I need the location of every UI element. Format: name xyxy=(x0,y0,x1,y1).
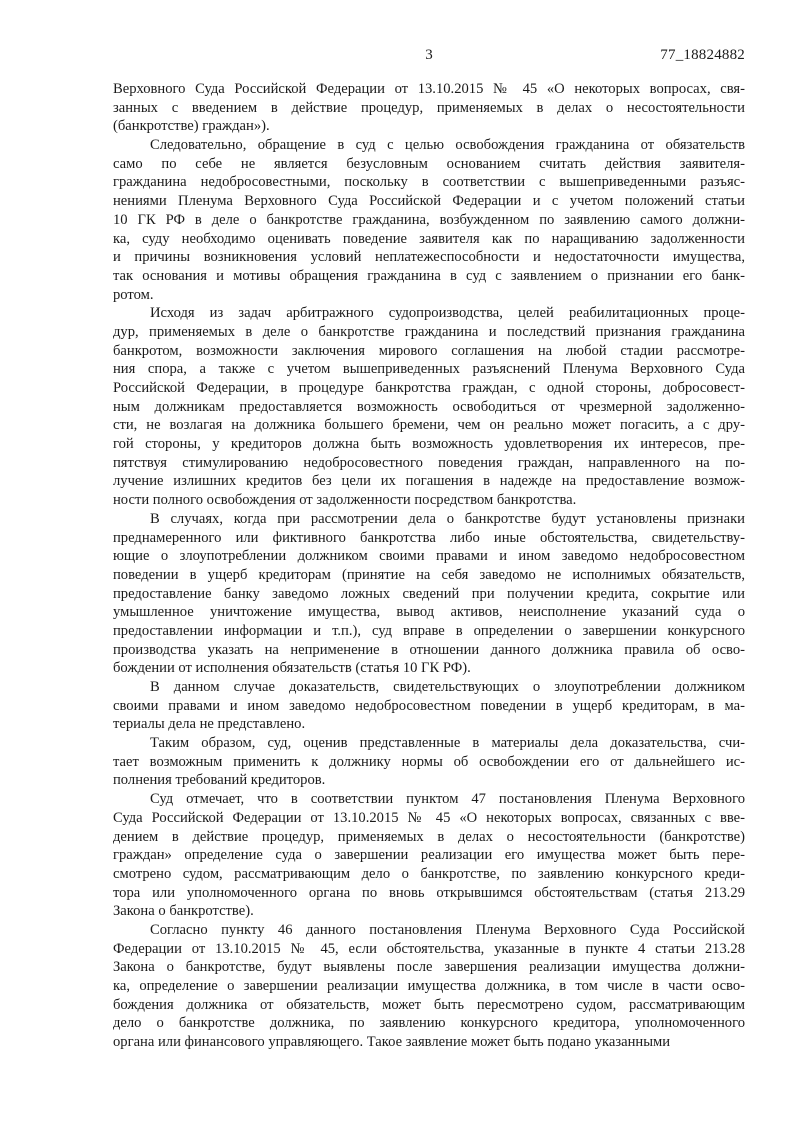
text-line: дело о банкротстве должника, по заявлению конкурсного кредитора, уполномоченного xyxy=(113,1015,745,1032)
text-line: бождения должника от обязательств, может быть пересмотрено судом, рассматривающим xyxy=(113,996,745,1013)
text-line: занных с введением в действие процедур, применяемых в делах о несостоятельности xyxy=(113,99,745,116)
text-line: Верховного Суда Российской Федерации от 13.10.2015 № 45 «О некоторых вопросах, свя- xyxy=(113,81,745,97)
text-line: смотрено судом, рассматривающим дело о банкротстве, по заявлению конкурсного креди- xyxy=(113,865,745,882)
paragraph xyxy=(113,136,745,304)
text-line: так основания и мотивы обращения гражданина в суд с заявлением о признании его банк- xyxy=(113,267,745,284)
text-line: пятствуя стимулированию недобросовестного поведения граждан, направленного на по- xyxy=(113,454,745,471)
text-line: гой стороны, у кредиторов должна быть возможность удовлетворения их интересов, пре- xyxy=(113,436,745,453)
text-line: гражданина недобросовестными, поскольку в соответствии с вышеприведенными разъяс- xyxy=(113,174,745,191)
text-line: сти, не возлагая на должника большего бремени, чем он реально может погасить, а с дру- xyxy=(113,417,745,434)
text-line: 10 ГК РФ в деле о банкротстве гражданина, возбужденном по заявлению самого должни- xyxy=(113,211,745,228)
paragraph xyxy=(113,734,745,790)
text-line: преднамеренного или фиктивного банкротства либо иные обстоятельства, свидетельству- xyxy=(113,529,745,546)
page-number: 3 xyxy=(425,47,433,63)
paragraph xyxy=(113,678,745,734)
page-header xyxy=(113,46,745,66)
text-line: дением в действие процедур, применяемых в делах о несостоятельности (банкротстве) xyxy=(113,828,745,845)
text-line: дур, применяемых в деле о банкротстве гражданина и последствий признания гражданина xyxy=(113,323,745,340)
text-line: бождении от исполнения обязательств (статья 10 ГК РФ). xyxy=(113,660,471,677)
text-line: предоставлении информации и т.п.), суд вправе в определении о завершении конкурсного xyxy=(113,622,745,639)
paragraph xyxy=(113,790,745,921)
text-line: ности полного освобождения от задолженности посредством банкротства. xyxy=(113,492,577,509)
text-line: банкротом, возможности заключения мирового соглашения на любой стадии рассмотре- xyxy=(113,342,745,359)
text-line: предоставление банку заведомо ложных сведений при получении кредита, сокрытие или xyxy=(113,585,745,602)
text-line: ным должникам предоставляется возможность освободиться от чрезмерной задолженно- xyxy=(113,398,745,415)
text-line: Следовательно, обращение в суд с целью освобождения гражданина от обязательств xyxy=(150,137,745,154)
text-line: граждан» определение суда о завершении реализации его имущества может быть пере- xyxy=(113,847,745,864)
document-number: 77_18824882 xyxy=(660,47,745,63)
text-line: ющие о злоупотреблении должником своими правами и ином заведомо недобросовестном xyxy=(113,548,745,565)
paragraph xyxy=(113,304,745,510)
text-line: само по себе не является безусловным основанием считать действия заявителя- xyxy=(113,155,745,172)
text-line: своими правами и ином заведомо недобросовестном поведении в ущерб кредиторам, в ма- xyxy=(113,697,745,714)
text-line: Закона о банкротстве, будут выявлены после завершения реализации имущества должни- xyxy=(113,959,745,976)
text-line: ротом. xyxy=(113,286,154,303)
text-line: Суд отмечает, что в соответствии пунктом 47 постановления Пленума Верховного xyxy=(150,791,745,808)
text-line: Исходя из задач арбитражного судопроизводства, целей реабилитационных проце- xyxy=(150,305,745,322)
text-line: Федерации от 13.10.2015 № 45, если обстоятельства, указанные в пункте 4 статьи 213.28 xyxy=(113,940,745,957)
text-line: ния спора, а также с учетом вышеприведенных разъяснений Пленума Верховного Суда xyxy=(113,361,745,378)
text-line: Российской Федерации, в процедуре банкротства граждан, с одной стороны, добросовест- xyxy=(113,380,745,396)
text-line: тора или уполномоченного органа по вновь открывшимся обстоятельствам (статья 213.29 xyxy=(113,884,745,901)
text-line: и причины возникновения условий неплатежеспособности и недостаточности имущества, xyxy=(113,249,745,266)
text-line: производства указать на неприменение в отношении данного должника правила об осво- xyxy=(113,641,745,658)
text-line: Закона о банкротстве). xyxy=(113,903,254,920)
text-line: ка, суду необходимо оценивать поведение заявителя как по наращиванию задолженности xyxy=(113,230,745,247)
text-line: В данном случае доказательств, свидетельствующих о злоупотреблении должником xyxy=(150,679,745,695)
paragraph xyxy=(113,80,745,136)
text-line: тает возможным применить к должнику нормы об освобождении его от дальнейшего ис- xyxy=(113,753,745,770)
text-line: органа или финансового управляющего. Такое заявление может быть подано указанными xyxy=(113,1034,671,1051)
document-body xyxy=(113,80,745,1052)
text-line: Суда Российской Федерации от 13.10.2015 № 45 «О некоторых вопросах, связанных с вве- xyxy=(113,809,745,826)
paragraph xyxy=(113,921,745,1052)
text-line: лучение излишних кредитов без цели их погашения в надежде на предоставление возмож- xyxy=(113,473,745,490)
text-line: ка, определение о завершении реализации имущества должника, в том числе в части осво- xyxy=(113,978,745,994)
paragraph xyxy=(113,510,745,678)
text-line: В случаях, когда при рассмотрении дела о банкротстве будут установлены признаки xyxy=(150,510,745,527)
text-line: Согласно пункту 46 данного постановления Пленума Верховного Суда Российской xyxy=(150,921,745,938)
text-line: умышленное уничтожение имущества, вывод активов, неисполнение указаний суда о xyxy=(113,604,745,621)
text-line: Таким образом, суд, оценив представленные в материалы дела доказательства, счи- xyxy=(150,735,745,752)
text-line: поведении в ущерб кредиторам (принятие на себя заведомо не исполнимых обязательств, xyxy=(113,566,745,583)
text-line: полнения требований кредиторов. xyxy=(113,772,326,789)
text-line: нениями Пленума Верховного Суда Российской Федерации и с учетом положений статьи xyxy=(113,193,745,210)
text-line: (банкротстве) граждан»). xyxy=(113,118,270,135)
text-line: териалы дела не представлено. xyxy=(113,716,306,733)
